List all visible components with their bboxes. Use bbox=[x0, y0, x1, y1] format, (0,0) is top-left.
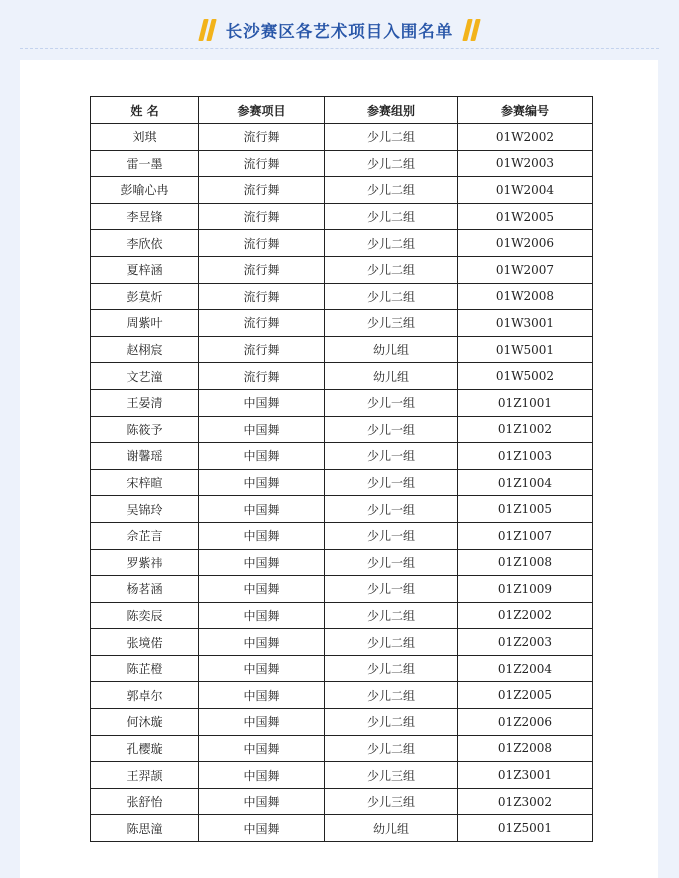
cell-project: 中国舞 bbox=[199, 469, 325, 496]
cell-number: 01W2003 bbox=[458, 150, 593, 177]
cell-project: 流行舞 bbox=[199, 177, 325, 204]
cell-group: 少儿一组 bbox=[325, 522, 458, 549]
title-divider bbox=[20, 48, 659, 49]
table-row bbox=[91, 496, 593, 523]
cell-name: 宋梓暄 bbox=[91, 469, 199, 496]
table-row bbox=[91, 310, 593, 337]
cell-project: 中国舞 bbox=[199, 522, 325, 549]
cell-project: 中国舞 bbox=[199, 416, 325, 443]
cell-number: 01Z1001 bbox=[458, 389, 593, 416]
cell-name: 李昱锋 bbox=[91, 203, 199, 230]
content-card bbox=[20, 60, 658, 878]
cell-name: 文艺潼 bbox=[91, 363, 199, 390]
cell-group: 少儿二组 bbox=[325, 629, 458, 656]
table-row bbox=[91, 203, 593, 230]
cell-name: 陈芷橙 bbox=[91, 655, 199, 682]
cell-name: 陈思潼 bbox=[91, 815, 199, 842]
cell-group: 少儿二组 bbox=[325, 602, 458, 629]
table-row bbox=[91, 682, 593, 709]
table-row bbox=[91, 709, 593, 736]
cell-number: 01Z1005 bbox=[458, 496, 593, 523]
cell-group: 少儿二组 bbox=[325, 177, 458, 204]
header-project: 参赛项目 bbox=[199, 97, 325, 124]
cell-name: 何沐璇 bbox=[91, 709, 199, 736]
cell-name: 张境偌 bbox=[91, 629, 199, 656]
cell-number: 01W5002 bbox=[458, 363, 593, 390]
cell-name: 王晏清 bbox=[91, 389, 199, 416]
cell-group: 少儿一组 bbox=[325, 496, 458, 523]
cell-group: 少儿三组 bbox=[325, 762, 458, 789]
cell-group: 少儿二组 bbox=[325, 150, 458, 177]
cell-group: 少儿二组 bbox=[325, 283, 458, 310]
cell-project: 流行舞 bbox=[199, 256, 325, 283]
table-row bbox=[91, 576, 593, 603]
cell-group: 少儿一组 bbox=[325, 389, 458, 416]
table-row bbox=[91, 788, 593, 815]
cell-project: 流行舞 bbox=[199, 283, 325, 310]
cell-project: 中国舞 bbox=[199, 576, 325, 603]
header-group: 参赛组别 bbox=[325, 97, 458, 124]
page-title: 长沙赛区各艺术项目入围名单 bbox=[225, 22, 454, 41]
table-row bbox=[91, 363, 593, 390]
cell-number: 01Z2005 bbox=[458, 682, 593, 709]
cell-number: 01W2007 bbox=[458, 256, 593, 283]
cell-name: 彭莫炘 bbox=[91, 283, 199, 310]
header-number: 参赛编号 bbox=[458, 97, 593, 124]
cell-name: 刘琪 bbox=[91, 124, 199, 151]
cell-project: 中国舞 bbox=[199, 682, 325, 709]
finalist-table bbox=[90, 96, 593, 842]
cell-name: 郭卓尔 bbox=[91, 682, 199, 709]
cell-name: 谢馨瑶 bbox=[91, 443, 199, 470]
cell-group: 少儿二组 bbox=[325, 124, 458, 151]
cell-project: 中国舞 bbox=[199, 389, 325, 416]
table-row bbox=[91, 522, 593, 549]
cell-number: 01W2005 bbox=[458, 203, 593, 230]
cell-number: 01W2008 bbox=[458, 283, 593, 310]
table-row bbox=[91, 336, 593, 363]
cell-number: 01Z5001 bbox=[458, 815, 593, 842]
cell-group: 少儿二组 bbox=[325, 655, 458, 682]
cell-group: 少儿一组 bbox=[325, 416, 458, 443]
cell-name: 周紫叶 bbox=[91, 310, 199, 337]
cell-group: 少儿一组 bbox=[325, 549, 458, 576]
title-bar bbox=[0, 18, 679, 42]
cell-group: 幼儿组 bbox=[325, 815, 458, 842]
cell-project: 中国舞 bbox=[199, 629, 325, 656]
cell-group: 少儿二组 bbox=[325, 230, 458, 257]
cell-name: 李欣依 bbox=[91, 230, 199, 257]
cell-project: 流行舞 bbox=[199, 310, 325, 337]
cell-project: 流行舞 bbox=[199, 150, 325, 177]
cell-group: 少儿一组 bbox=[325, 469, 458, 496]
cell-group: 少儿三组 bbox=[325, 310, 458, 337]
cell-number: 01Z3002 bbox=[458, 788, 593, 815]
cell-name: 夏梓涵 bbox=[91, 256, 199, 283]
table-row bbox=[91, 150, 593, 177]
cell-number: 01Z1004 bbox=[458, 469, 593, 496]
cell-name: 陈奕辰 bbox=[91, 602, 199, 629]
cell-number: 01W2002 bbox=[458, 124, 593, 151]
table-row bbox=[91, 602, 593, 629]
table-row bbox=[91, 389, 593, 416]
cell-number: 01W3001 bbox=[458, 310, 593, 337]
cell-project: 流行舞 bbox=[199, 230, 325, 257]
table-row bbox=[91, 655, 593, 682]
table-header-row bbox=[91, 97, 593, 124]
cell-project: 中国舞 bbox=[199, 762, 325, 789]
cell-project: 中国舞 bbox=[199, 655, 325, 682]
table-row bbox=[91, 230, 593, 257]
cell-project: 流行舞 bbox=[199, 124, 325, 151]
cell-group: 少儿二组 bbox=[325, 256, 458, 283]
cell-number: 01W2004 bbox=[458, 177, 593, 204]
cell-number: 01Z1009 bbox=[458, 576, 593, 603]
table-row bbox=[91, 549, 593, 576]
table-row bbox=[91, 469, 593, 496]
cell-name: 张舒怡 bbox=[91, 788, 199, 815]
cell-project: 中国舞 bbox=[199, 815, 325, 842]
cell-project: 流行舞 bbox=[199, 336, 325, 363]
cell-number: 01Z2003 bbox=[458, 629, 593, 656]
cell-project: 中国舞 bbox=[199, 549, 325, 576]
table-row bbox=[91, 629, 593, 656]
table-row bbox=[91, 735, 593, 762]
cell-number: 01Z2004 bbox=[458, 655, 593, 682]
cell-project: 中国舞 bbox=[199, 709, 325, 736]
cell-name: 吴锦玲 bbox=[91, 496, 199, 523]
title-left-decoration bbox=[201, 19, 214, 41]
cell-number: 01Z1008 bbox=[458, 549, 593, 576]
cell-name: 赵栩宸 bbox=[91, 336, 199, 363]
table-row bbox=[91, 762, 593, 789]
table-row bbox=[91, 443, 593, 470]
title-right-decoration bbox=[465, 19, 478, 41]
table-row bbox=[91, 416, 593, 443]
cell-number: 01Z1002 bbox=[458, 416, 593, 443]
cell-group: 幼儿组 bbox=[325, 336, 458, 363]
cell-name: 陈筱予 bbox=[91, 416, 199, 443]
cell-group: 少儿二组 bbox=[325, 709, 458, 736]
cell-project: 流行舞 bbox=[199, 203, 325, 230]
header-name: 姓 名 bbox=[91, 97, 199, 124]
cell-group: 少儿一组 bbox=[325, 576, 458, 603]
table-row bbox=[91, 256, 593, 283]
cell-number: 01Z1007 bbox=[458, 522, 593, 549]
cell-name: 罗紫祎 bbox=[91, 549, 199, 576]
table-row bbox=[91, 815, 593, 842]
cell-name: 王羿颉 bbox=[91, 762, 199, 789]
cell-project: 中国舞 bbox=[199, 496, 325, 523]
table-row bbox=[91, 283, 593, 310]
cell-project: 流行舞 bbox=[199, 363, 325, 390]
cell-name: 孔樱璇 bbox=[91, 735, 199, 762]
cell-group: 少儿二组 bbox=[325, 682, 458, 709]
cell-group: 少儿一组 bbox=[325, 443, 458, 470]
cell-group: 幼儿组 bbox=[325, 363, 458, 390]
cell-name: 杨茗涵 bbox=[91, 576, 199, 603]
cell-number: 01Z2006 bbox=[458, 709, 593, 736]
cell-number: 01Z2008 bbox=[458, 735, 593, 762]
cell-number: 01W5001 bbox=[458, 336, 593, 363]
cell-project: 中国舞 bbox=[199, 788, 325, 815]
cell-name: 佘芷言 bbox=[91, 522, 199, 549]
cell-project: 中国舞 bbox=[199, 443, 325, 470]
cell-group: 少儿二组 bbox=[325, 735, 458, 762]
cell-number: 01Z2002 bbox=[458, 602, 593, 629]
table-row bbox=[91, 177, 593, 204]
cell-group: 少儿二组 bbox=[325, 203, 458, 230]
page-header bbox=[0, 0, 679, 62]
cell-project: 中国舞 bbox=[199, 602, 325, 629]
cell-number: 01W2006 bbox=[458, 230, 593, 257]
cell-project: 中国舞 bbox=[199, 735, 325, 762]
table-row bbox=[91, 124, 593, 151]
cell-name: 雷一墨 bbox=[91, 150, 199, 177]
cell-group: 少儿三组 bbox=[325, 788, 458, 815]
cell-number: 01Z3001 bbox=[458, 762, 593, 789]
cell-number: 01Z1003 bbox=[458, 443, 593, 470]
cell-name: 彭喻心冉 bbox=[91, 177, 199, 204]
